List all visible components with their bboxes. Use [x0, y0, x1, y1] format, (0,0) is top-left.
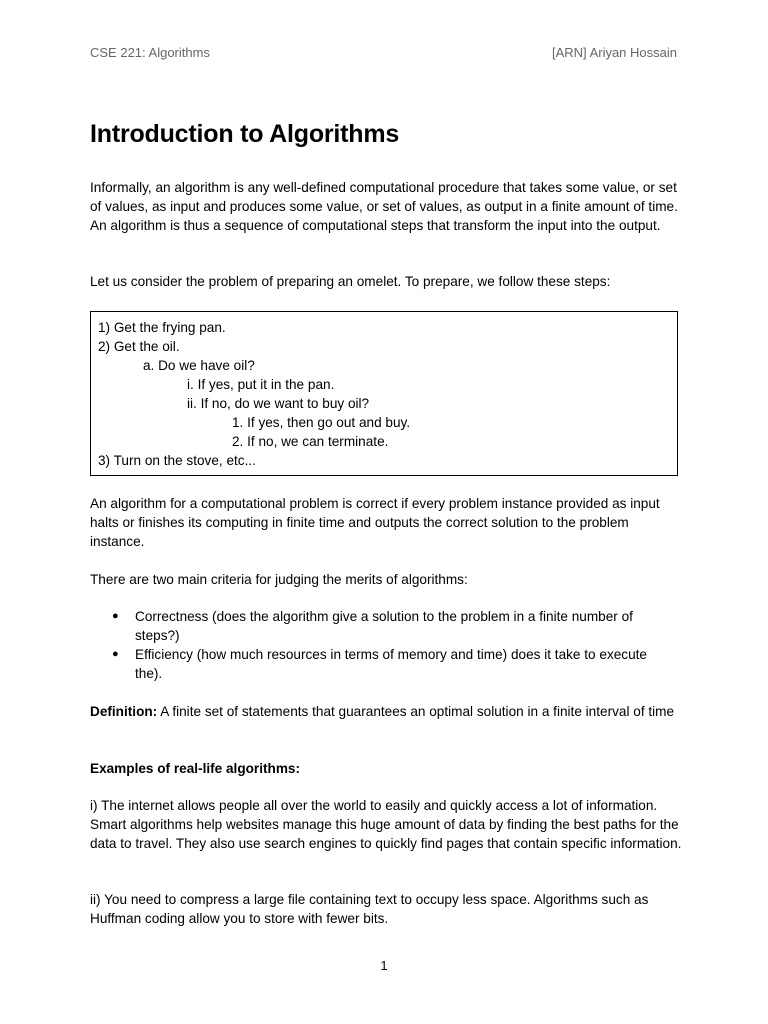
definition-paragraph	[90, 702, 685, 721]
bullet-icon: ●	[112, 648, 119, 660]
criteria-item-text: Efficiency (how much resources in terms of memory and time) does it take to execute the).	[135, 647, 647, 681]
step-line: a. Do we have oil?	[143, 358, 255, 373]
definition-label: Definition:	[90, 704, 158, 719]
example-internet-paragraph: i) The internet allows people all over the world to easily and quickly access a lot of information. Smart algorithms help websites manage this huge amount of data by finding the best paths for the data to travel. They also use search engines to quickly find pages that contain specific information.	[90, 798, 682, 851]
intro-paragraph: Informally, an algorithm is any well-defined computational procedure that takes some value, or set of values, as input and produces some value, or set of values, as output in a finite amount of time. An algorithm is thus a sequence of computational steps that transform the input into the output.	[90, 180, 678, 233]
list-item	[90, 607, 655, 645]
step-line: ii. If no, do we want to buy oil?	[187, 396, 370, 411]
examples-heading: Examples of real-life algorithms:	[90, 761, 301, 776]
header-course: CSE 221: Algorithms	[90, 45, 210, 60]
page-number: 1	[380, 958, 388, 973]
step-line: 2) Get the oil.	[98, 339, 180, 354]
criteria-list	[90, 607, 680, 683]
bullet-icon: ●	[112, 610, 119, 622]
step-line: 1. If yes, then go out and buy.	[232, 415, 411, 430]
step-line: i. If yes, put it in the pan.	[187, 377, 335, 392]
step-line: 1) Get the frying pan.	[98, 320, 226, 335]
list-item	[90, 645, 655, 683]
omelet-intro-paragraph: Let us consider the problem of preparing an omelet. To prepare, we follow these steps:	[90, 274, 611, 289]
step-line: 2. If no, we can terminate.	[232, 434, 389, 449]
header-author: [ARN] Ariyan Hossain	[552, 45, 677, 60]
example-compress-paragraph: ii) You need to compress a large file containing text to occupy less space. Algorithms such as Huffman coding allow you to store with fewer bits.	[90, 892, 649, 926]
criteria-item-text: Correctness (does the algorithm give a solution to the problem in a finite number of steps?)	[135, 609, 633, 643]
omelet-steps-box	[90, 311, 678, 476]
step-line: 3) Turn on the stove, etc...	[98, 453, 256, 468]
definition-text: A finite set of statements that guarantees an optimal solution in a finite interval of time	[157, 704, 675, 719]
correctness-paragraph: An algorithm for a computational problem is correct if every problem instance provided as input halts or finishes its computing in finite time and outputs the correct solution to the problem instance.	[90, 496, 660, 549]
criteria-intro-paragraph: There are two main criteria for judging the merits of algorithms:	[90, 572, 468, 587]
page-title: Introduction to Algorithms	[90, 120, 400, 148]
